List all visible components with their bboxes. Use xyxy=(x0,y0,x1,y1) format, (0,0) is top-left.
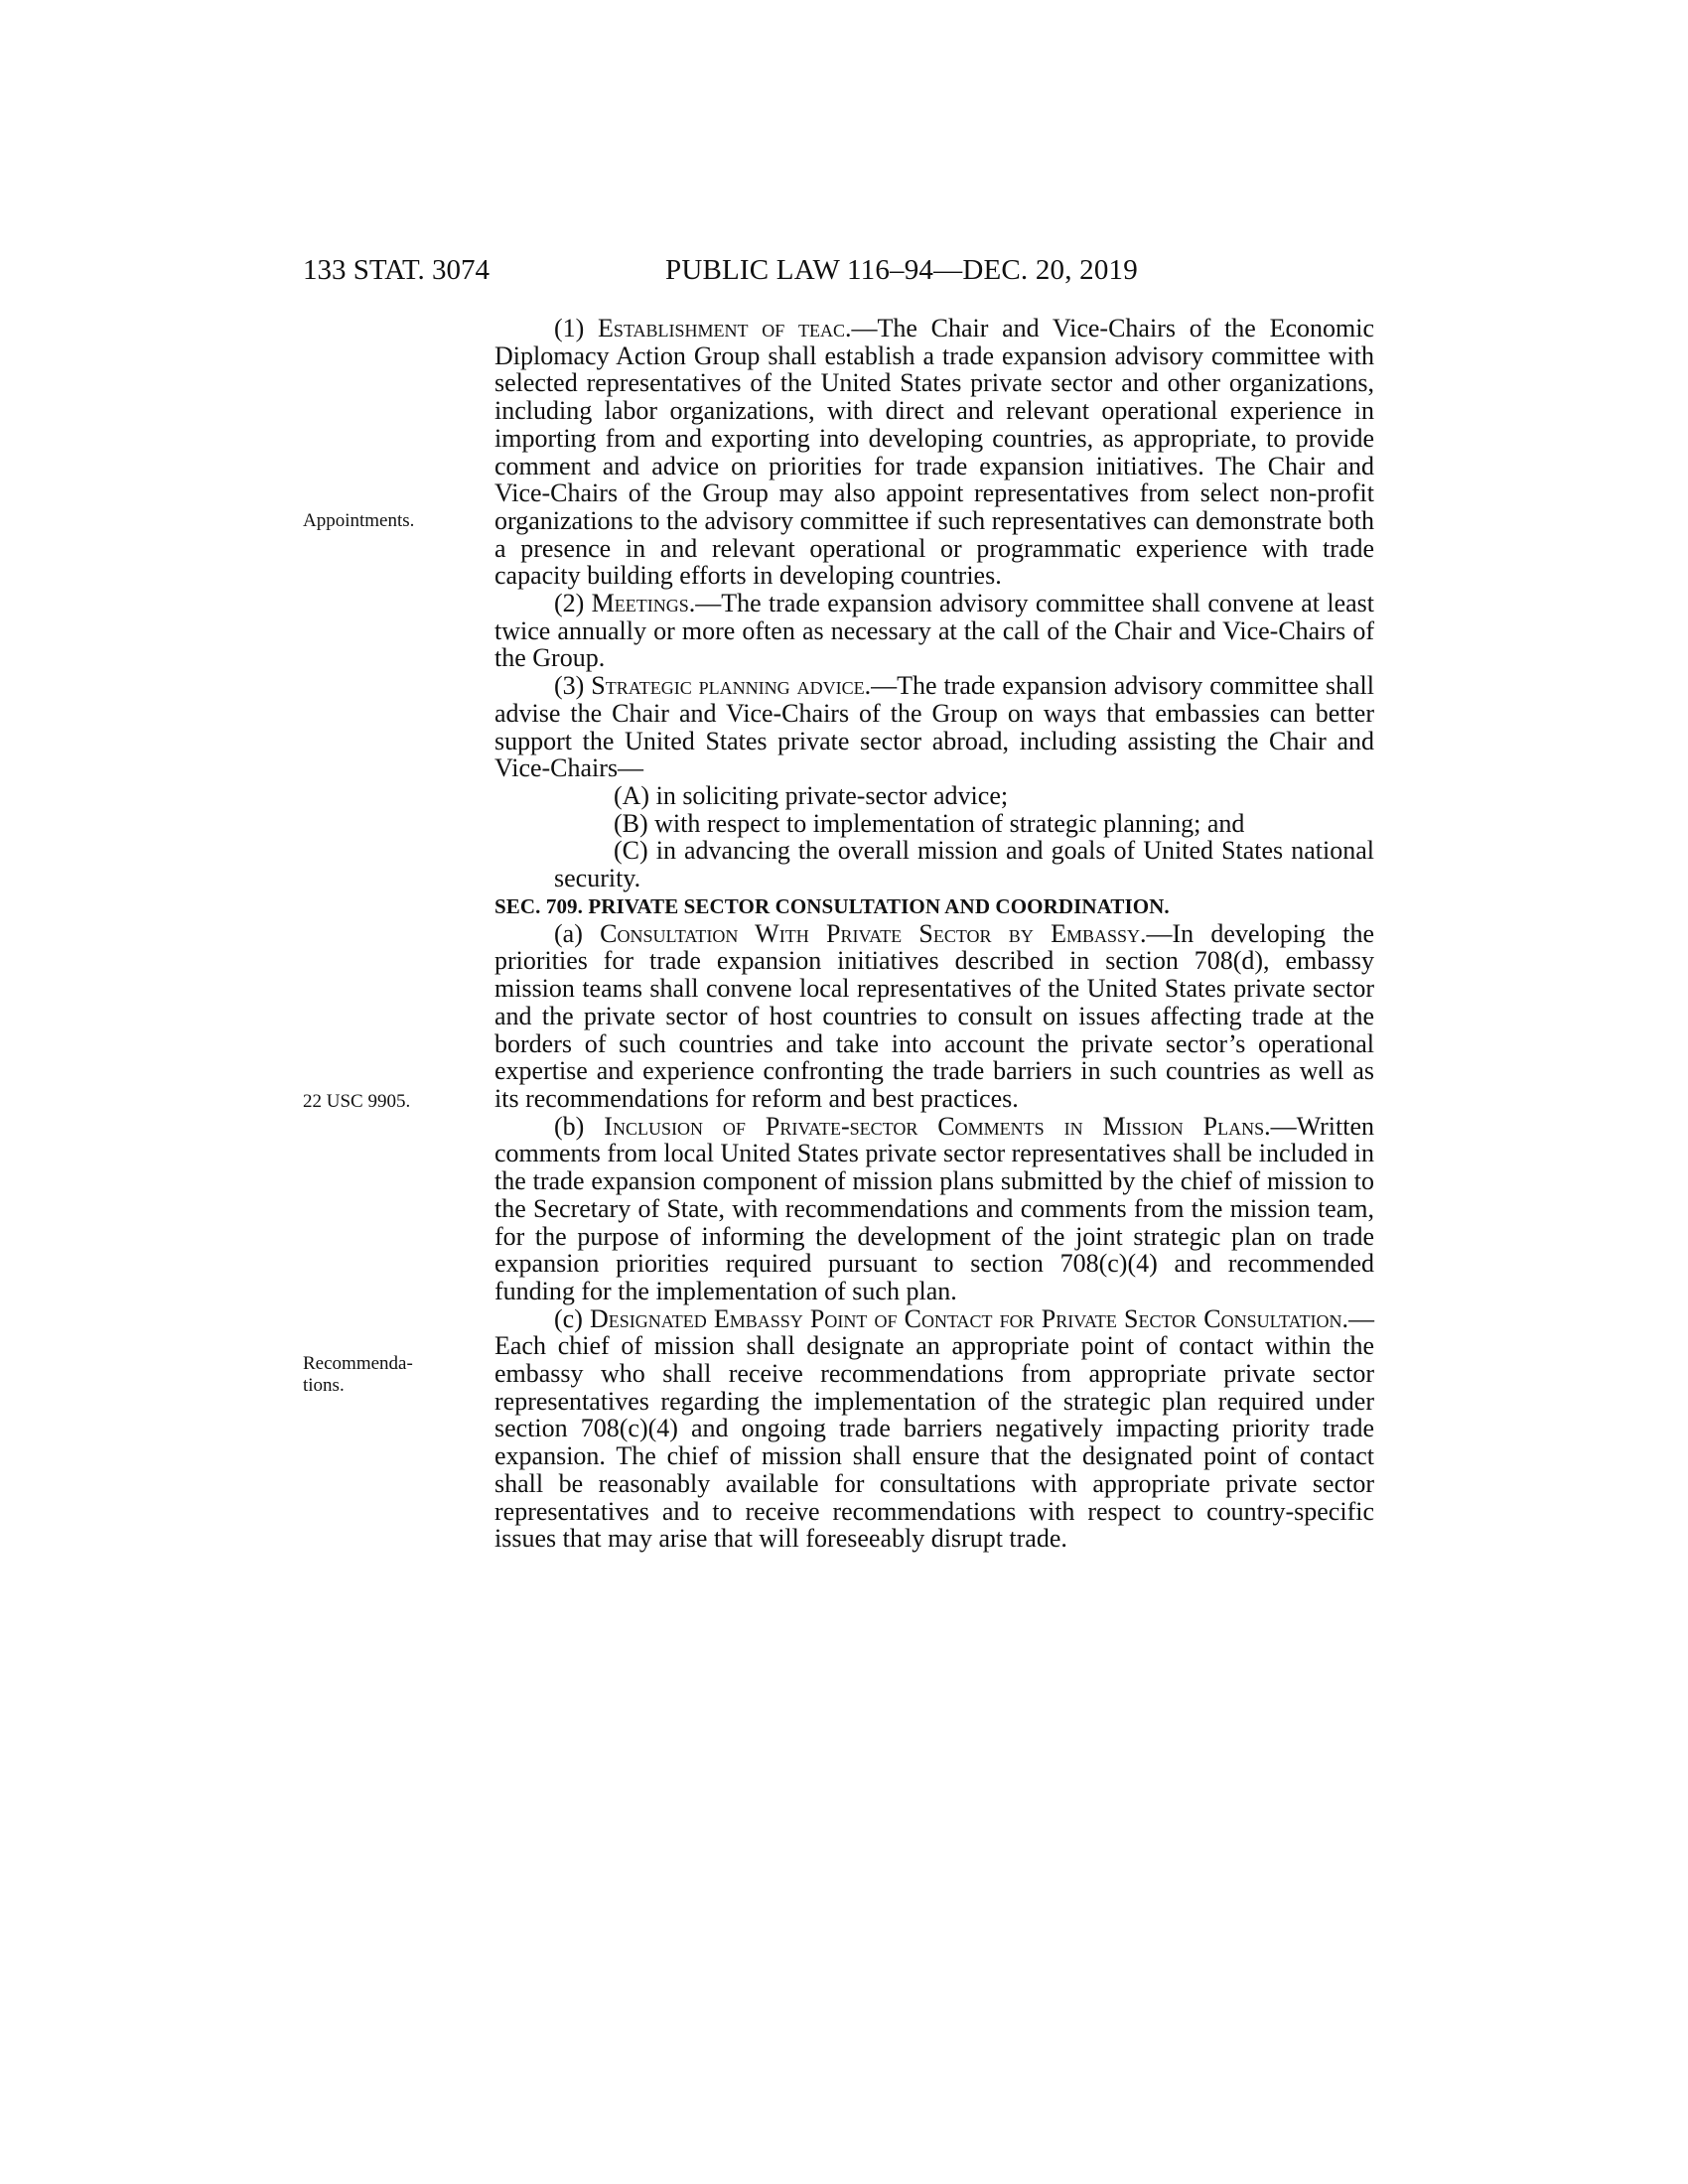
margin-note-usc: 22 USC 9905. xyxy=(303,1091,411,1112)
subparagraph-a: (A) in soliciting private-sector advice; xyxy=(614,780,1009,810)
subparagraph-b: (B) with respect to implementation of strategic planning; and xyxy=(614,808,1245,838)
page-header xyxy=(303,250,1375,290)
section-heading: SEC. 709. PRIVATE SECTOR CONSULTATION AND COORDINATION. xyxy=(494,893,1170,918)
subsection-heading: Inclusion of Private-sector Comments in Mission Plans xyxy=(604,1111,1265,1141)
margin-note-appointments: Appointments. xyxy=(303,510,415,531)
subsection-text: .—Written comments from local United States private sector representatives shall be included in the trade expansion component of mission plans submitted by the chief of mission to the Secretary of State, with recommendations and comments from the mission team, for the purpose of informing the development of the joint strategic plan on trade expansion priorities required pursuant to section 708(c)(4) and recommended funding for the implementation of such plan. xyxy=(494,1111,1374,1305)
paragraph-meetings xyxy=(494,590,1374,672)
paragraph-number: (1) xyxy=(554,314,599,342)
paragraph-establishment xyxy=(494,315,1374,590)
subsection-a xyxy=(494,920,1374,1113)
subsection-text: .—In developing the priorities for trade expansion initiatives described in section 708(d), embassy mission teams shall convene local representatives of the United States private sector and the private sector of host countries to consult on issues affecting trade at the borders of such countries and take into account the private sector’s operational expertise and experience confronting the trade barriers in such countries as well as its recommendations for reform and best practices. xyxy=(494,918,1374,1113)
paragraph-number: (3) xyxy=(554,671,592,701)
stat-citation: 133 STAT. 3074 xyxy=(303,254,491,286)
statute-body xyxy=(494,315,1374,1553)
subparagraph-c: (C) in advancing the overall mission and goals of United States national security. xyxy=(554,836,1374,893)
subsection-heading: Designated Embassy Point of Contact for Private Sector Consultation xyxy=(589,1303,1342,1333)
paragraph-heading: Meetings xyxy=(591,589,689,618)
paragraph-text: .—The trade expansion advisory committee shall convene at least twice annually or more often as necessary at the call of the Chair and Vice-Chairs of the Group. xyxy=(494,589,1374,673)
subsection-b xyxy=(494,1113,1374,1305)
paragraph-strategic-planning xyxy=(494,672,1374,782)
subsection-text: .—Each chief of mission shall designate an appropriate point of contact within the embassy who shall receive recommendations from appropriate private sector representatives regarding the implementation of the strategic plan required under section 708(c)(4) and ongoing trade barriers negatively impacting priority trade expansion. The chief of mission shall ensure that the designated point of contact shall be reasonably available for consultations with appropriate private sector representatives and to receive recommendations with respect to country-specific issues that may arise that will foreseeably disrupt trade. xyxy=(494,1303,1374,1554)
subsection-number: (b) xyxy=(554,1111,605,1141)
subsection-c xyxy=(494,1305,1374,1553)
margin-note-recommendations: Recommenda- tions. xyxy=(303,1353,413,1396)
paragraph-text: .—The Chair and Vice-Chairs of the Economic Diplomacy Action Group shall establish a trade expansion advisory committee with selected representatives of the United States private sector and other organizations, including labor organizations, with direct and relevant operational experience in importing from and exporting into developing countries, as appropriate, to provide comment and advice on priorities for trade expansion initiatives. The Chair and Vice-Chairs of the Group may also appoint representatives from select non-profit organizations to the advisory committee if such representatives can demonstrate both a presence in and relevant operational or programmatic experience with trade capacity building efforts in developing countries. xyxy=(494,314,1374,591)
paragraph-heading: Establishment of teac xyxy=(598,314,845,342)
subsection-heading: Consultation With Private Sector by Embassy xyxy=(600,918,1140,948)
paragraph-text: .—The trade expansion advisory committee shall advise the Chair and Vice-Chairs of the Group on ways that embassies can better support the United States private sector abroad, including assisting the Chair and Vice-Chairs— xyxy=(494,671,1374,783)
paragraph-number: (2) xyxy=(554,589,592,618)
public-law-title: PUBLIC LAW 116–94—DEC. 20, 2019 xyxy=(665,254,1138,286)
paragraph-heading: Strategic planning advice xyxy=(591,671,865,701)
subsection-number: (c) xyxy=(554,1303,590,1333)
subsection-number: (a) xyxy=(554,918,601,948)
